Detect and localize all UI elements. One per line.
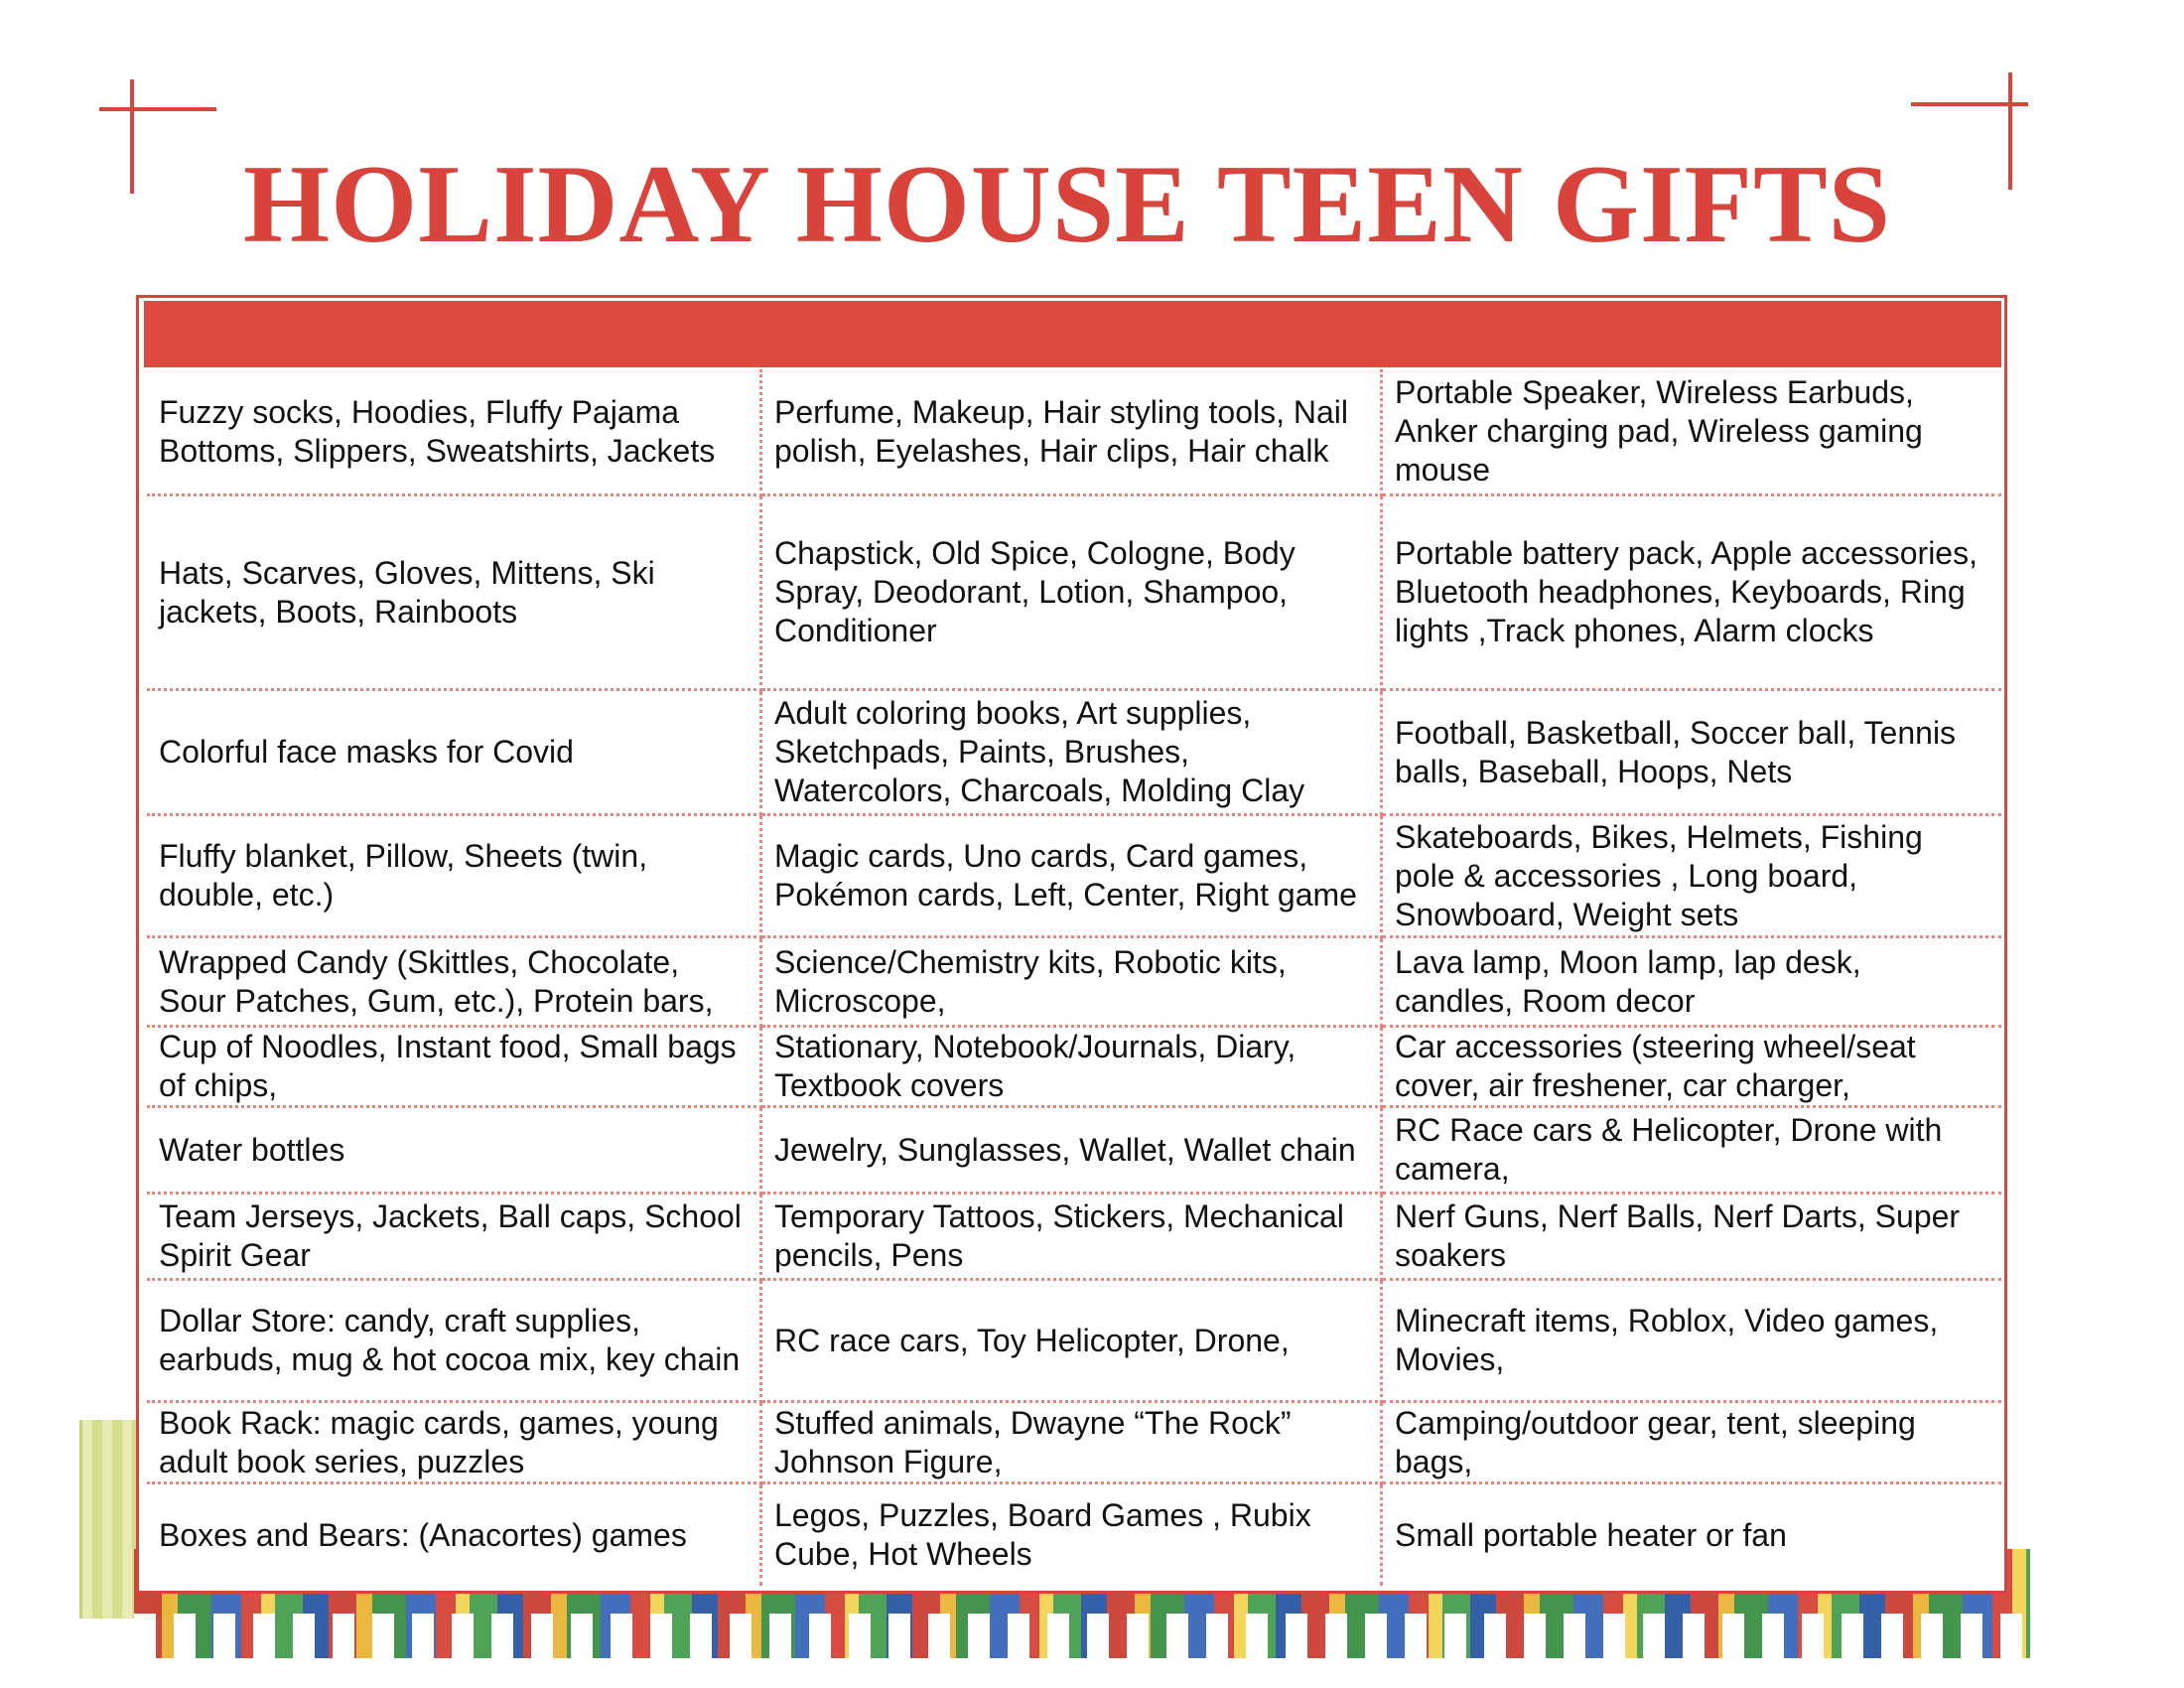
gift-list-text: Fluffy blanket, Pillow, Sheets (twin, double, etc.) [159,838,648,913]
gift-list-text: Science/Chemistry kits, Robotic kits, Microscope, [774,943,1287,1019]
gift-list-text: RC race cars, Toy Helicopter, Drone, [774,1322,1290,1358]
table-cell [762,1403,1383,1484]
gift-list-text: Nerf Guns, Nerf Balls, Nerf Darts, Super soakers [1395,1198,1961,1273]
gift-list-text: Chapstick, Old Spice, Cologne, Body Spray, Deodorant, Lotion, Shampoo, Conditioner [774,535,1296,648]
gift-list-text: Hats, Scarves, Gloves, Mittens, Ski jackets, Boots, Rainboots [159,554,655,630]
table-cell [147,1108,762,1195]
gift-list-text: Car accessories (steering wheel/seat cover, air freshener, car charger, [1395,1029,1916,1103]
gift-list-text: Legos, Puzzles, Board Games , Rubix Cube, Hot Wheels [774,1497,1311,1572]
table-cell [762,369,1383,496]
gift-list-text: Camping/outdoor gear, tent, sleeping bags, [1395,1404,1916,1479]
table-cell [1383,1403,2001,1484]
gift-list-text: Small portable heater or fan [1395,1516,1787,1553]
gift-list-text: Temporary Tattoos, Stickers, Mechanical pencils, Pens [774,1198,1344,1273]
gift-list-text: Colorful face masks for Covid [159,734,574,770]
table-cell [1383,691,2001,816]
table-cell [147,691,762,816]
table-cell [762,1028,1383,1108]
table-cell [762,1281,1383,1403]
table-cell [1383,496,2001,691]
table-cell [762,496,1383,691]
table-cell [147,1281,762,1403]
table-cell [1383,369,2001,496]
table-cell [762,1108,1383,1195]
gift-list-text: Minecraft items, Roblox, Video games, Movies, [1395,1303,1939,1377]
table-cell [762,1195,1383,1281]
gift-list-text: Portable Speaker, Wireless Earbuds, Anker charging pad, Wireless gaming mouse [1395,374,1923,488]
table-cell [147,816,762,938]
gift-list-text: Team Jerseys, Jackets, Ball caps, School Spirit Gear [159,1198,742,1273]
gift-list-text: Book Rack: magic cards, games, young adult book series, puzzles [159,1404,719,1479]
table-cell [147,1195,762,1281]
table-cell [147,496,762,691]
gift-list-text: Skateboards, Bikes, Helmets, Fishing pole & accessories , Long board, Snowboard, Weight sets [1395,818,1923,932]
page-title: HOLIDAY HOUSE TEEN GIFTS [243,143,1891,266]
table-cell [147,938,762,1028]
table-cell [1383,1108,2001,1195]
table-cell [147,369,762,496]
table-cell [1383,1281,2001,1403]
table-header-bar [144,301,2001,367]
gift-list-text: Portable battery pack, Apple accessories, Bluetooth headphones, Keyboards, Ring lights ,Track phones, Alarm clocks [1395,535,1978,648]
gift-list-text: Magic cards, Uno cards, Card games, Pokémon cards, Left, Center, Right game [774,838,1357,913]
table-cell [762,691,1383,816]
gift-table [147,369,2001,1586]
table-cell [1383,1484,2001,1586]
table-cell [762,938,1383,1028]
gift-list-text: Stationary, Notebook/Journals, Diary, Textbook covers [774,1029,1297,1103]
gift-list-text: Fuzzy socks, Hoodies, Fluffy Pajama Bottoms, Slippers, Sweatshirts, Jackets [159,393,716,469]
gift-list-text: Dollar Store: candy, craft supplies, earbuds, mug & hot cocoa mix, key chain [159,1303,741,1377]
gift-list-text: Lava lamp, Moon lamp, lap desk, candles, Room decor [1395,943,1861,1019]
table-cell [1383,1195,2001,1281]
gift-list-text: Football, Basketball, Soccer ball, Tennis balls, Baseball, Hoops, Nets [1395,714,1957,789]
table-cell [1383,816,2001,938]
table-cell [147,1028,762,1108]
gift-list-text: Stuffed animals, Dwayne “The Rock” Johnson Figure, [774,1404,1292,1479]
gift-list-text: Adult coloring books, Art supplies, Sketchpads, Paints, Brushes, Watercolors, Charcoals, Molding Clay [774,695,1305,808]
table-cell [762,816,1383,938]
gift-list-text: Cup of Noodles, Instant food, Small bags of chips, [159,1029,737,1103]
table-cell [762,1484,1383,1586]
gift-list-text: Wrapped Candy (Skittles, Chocolate, Sour Patches, Gum, etc.), Protein bars, [159,943,714,1019]
gift-list-text: Boxes and Bears: (Anacortes) games [159,1516,687,1553]
gift-list-text: Perfume, Makeup, Hair styling tools, Nail polish, Eyelashes, Hair clips, Hair chalk [774,393,1348,469]
table-cell [1383,1028,2001,1108]
gift-list-text: Jewelry, Sunglasses, Wallet, Wallet chain [774,1131,1356,1168]
gift-list-text: Water bottles [159,1131,345,1168]
table-cell [147,1484,762,1586]
table-cell [1383,938,2001,1028]
table-cell [147,1403,762,1484]
gift-list-text: RC Race cars & Helicopter, Drone with camera, [1395,1112,1943,1187]
